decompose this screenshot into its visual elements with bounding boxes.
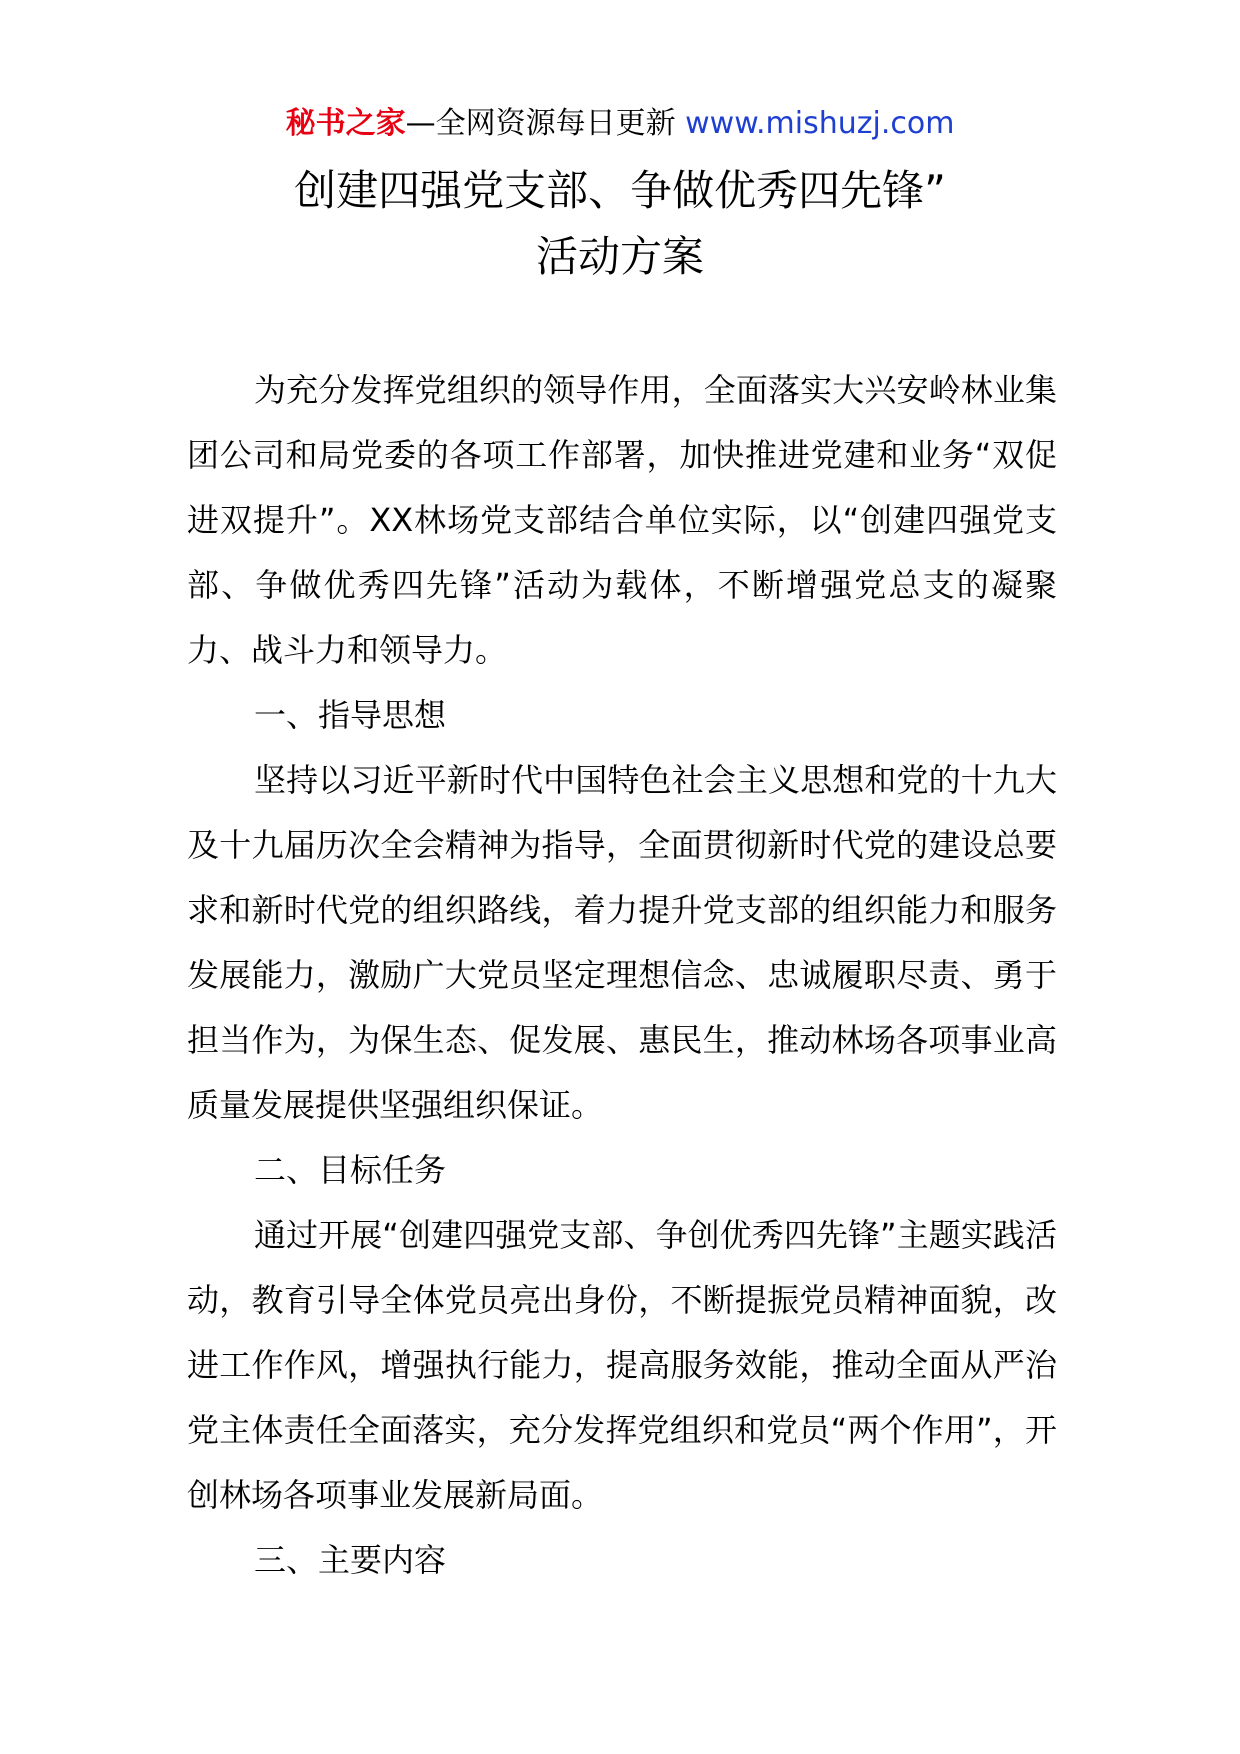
section-heading-goals-tasks: 二、目标任务 — [254, 1151, 447, 1189]
section-heading-main-content: 三、主要内容 — [254, 1541, 447, 1579]
document-title-line-2: 活动方案 — [535, 232, 704, 281]
site-url-link[interactable]: www.mishuzj.com — [685, 106, 955, 141]
section-heading-guiding-ideology: 一、指导思想 — [254, 696, 447, 734]
header-tagline: —全网资源每日更新 — [405, 106, 686, 141]
guiding-ideology-paragraph: 坚持以习近平新时代中国特色社会主义思想和党的十九大及十九届历次全会精神为指导，全面贯彻新时代党的建设总要求和新时代党的组织路线，着力提升党支部的组织能力和服务发展能力，激励广大党员坚定理想信念、忠诚履职尽责、勇于担当作为，为保生态、促发展、惠民生，推动林场各项事业高质量发展提供坚强组织保证。 — [187, 761, 1057, 1124]
document-body — [187, 358, 1057, 1593]
intro-paragraph: 为充分发挥党组织的领导作用，全面落实大兴安岭林业集团公司和局党委的各项工作部署，加快推进党建和业务“双促进双提升”。XX林场党支部结合单位实际，以“创建四强党支部、争做优秀四先锋”活动为载体，不断增强党总支的凝聚力、战斗力和领导力。 — [187, 371, 1057, 669]
goals-tasks-paragraph: 通过开展“创建四强党支部、争创优秀四先锋”主题实践活动，教育引导全体党员亮出身份，不断提振党员精神面貌，改进工作作风，增强执行能力，提高服务效能，推动全面从严治党主体责任全面落实，充分发挥党组织和党员“两个作用”，开创林场各项事业发展新局面。 — [187, 1216, 1057, 1514]
document-title-line-1: 创建四强党支部、争做优秀四先锋” — [294, 166, 946, 215]
brand-name: 秘书之家 — [285, 106, 406, 141]
site-header — [0, 100, 1240, 148]
